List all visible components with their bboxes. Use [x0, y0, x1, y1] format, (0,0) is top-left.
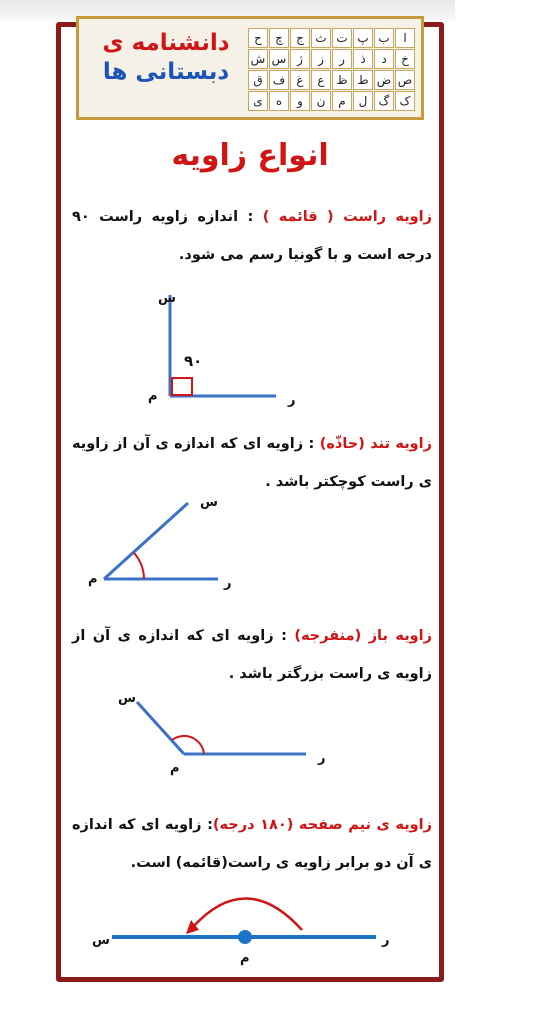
alphabet-letter: ی [248, 91, 268, 111]
obtuse-angle-text: : زاویه ای که اندازه ی آن از زاویه ی راست بزرگتر باشد . [72, 628, 432, 682]
obtuse-angle-term: زاویه باز (منفرجه) [294, 628, 432, 644]
alphabet-letter: و [290, 91, 310, 111]
right-angle-term: زاویه راست ( قائمه ) [262, 209, 433, 225]
obtuse-angle-label-vertex: م [170, 761, 180, 776]
straight-angle-label-left: س [92, 933, 110, 948]
straight-angle-text: : زاویه ای که اندازه ی آن دو برابر زاویه ی راست(قائمه) است. [72, 817, 432, 871]
right-angle-marker [172, 378, 192, 395]
alphabet-letter: ل [353, 91, 373, 111]
right-angle-text: : اندازه زاویه راست ۹۰ درجه است و با گونیا رسم می شود. [72, 209, 432, 263]
alphabet-letter: ص [395, 70, 415, 90]
alphabet-letter: ن [311, 91, 331, 111]
acute-angle-term: زاویه تند (حاذّه) [319, 436, 432, 452]
acute-angle-label-top: س [200, 495, 218, 510]
alphabet-letter: ش [248, 49, 268, 69]
alphabet-letter: ع [311, 70, 331, 90]
alphabet-letter: ح [248, 28, 268, 48]
straight-angle-arc [192, 898, 302, 930]
acute-angle-label-side: ر [224, 576, 232, 591]
obtuse-angle-label-side: ر [318, 751, 326, 766]
alphabet-letter: پ [353, 28, 373, 48]
alphabet-letter: ض [374, 70, 394, 90]
obtuse-angle-diagram [118, 691, 325, 776]
right-angle-label-side: ر [288, 393, 296, 408]
alphabet-letter: م [332, 91, 352, 111]
brand-line-1: دانشنامه ی [102, 30, 230, 56]
straight-angle-diagram [92, 898, 389, 966]
alphabet-letter: ظ [332, 70, 352, 90]
alphabet-letter: ج [290, 28, 310, 48]
alphabet-letter: ک [395, 91, 415, 111]
acute-angle-upper-arm [104, 503, 188, 579]
right-angle-diagram [148, 291, 295, 408]
alphabet-letter: د [374, 49, 394, 69]
alphabet-letter: غ [290, 70, 310, 90]
straight-angle-label-vertex: م [240, 951, 250, 966]
alphabet-letter: ا [395, 28, 415, 48]
right-angle-measure: ۹۰ [184, 352, 203, 370]
alphabet-letter: ب [374, 28, 394, 48]
obtuse-angle-upper-arm [137, 702, 184, 754]
alphabet-letter: ف [269, 70, 289, 90]
alphabet-letter: ث [311, 28, 331, 48]
acute-angle-text: : زاویه ای که اندازه ی آن از زاویه ی راست کوچکتر باشد . [72, 436, 432, 490]
alphabet-letter: ت [332, 28, 352, 48]
alphabet-letter: ه [269, 91, 289, 111]
right-angle-label-top: س [158, 291, 176, 306]
straight-angle-label-right: ر [382, 933, 390, 948]
page-title: انواع زاویه [171, 138, 329, 173]
alphabet-letter: چ [269, 28, 289, 48]
alphabet-letter: ذ [353, 49, 373, 69]
acute-angle-diagram [88, 495, 231, 591]
brand-line-2: دبستانی ها [102, 58, 230, 85]
right-angle-label-vertex: م [148, 389, 158, 404]
alphabet-letter: ر [332, 49, 352, 69]
acute-angle-label-vertex: م [88, 572, 98, 587]
straight-angle-vertex-dot [238, 930, 252, 944]
alphabet-letter: ط [353, 70, 373, 90]
obtuse-angle-label-top: س [118, 691, 136, 706]
alphabet-letter: ز [311, 49, 331, 69]
alphabet-letter: ق [248, 70, 268, 90]
straight-angle-term: زاویه ی نیم صفحه (۱۸۰ درجه) [212, 817, 432, 833]
acute-angle-arc [134, 553, 144, 579]
alphabet-letter: ژ [290, 49, 310, 69]
alphabet-letter: خ [395, 49, 415, 69]
alphabet-letter: گ [374, 91, 394, 111]
alphabet-letter: س [269, 49, 289, 69]
